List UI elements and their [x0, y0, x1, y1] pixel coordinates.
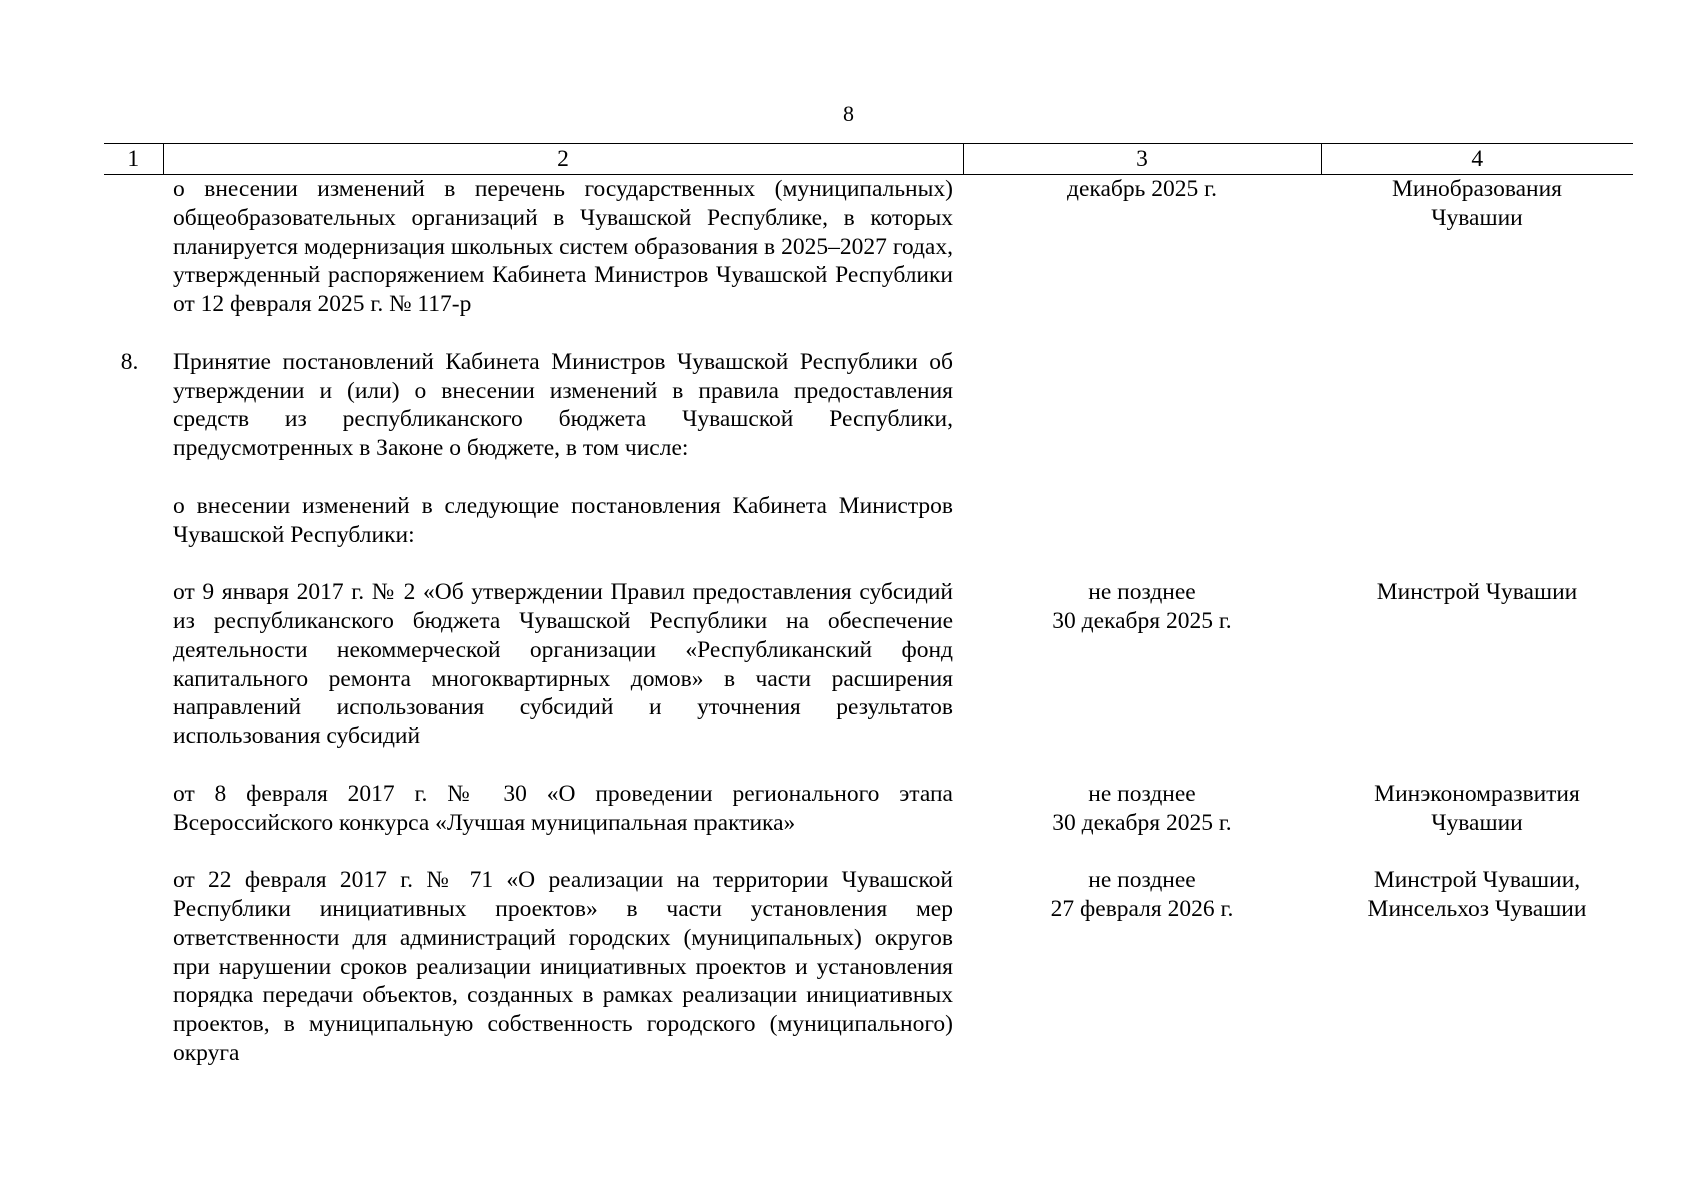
- row-deadline: [963, 175, 1321, 348]
- table-row: [104, 348, 1633, 492]
- column-header-4: 4: [1321, 144, 1633, 175]
- table-row: [104, 866, 1633, 1096]
- row-description: о внесении изменений в перечень государственных (муниципальных) общеобразовательных организаций в Чувашской Республике, в которых планируется модернизация школьных систем образования в 2025–2027 годах, утвержденный распоряжением Кабинета Министров Чувашской Республики от 12 февраля 2025 г. № 117-р: [173, 176, 953, 318]
- deadline-line: не позднее: [1088, 867, 1196, 894]
- row-responsible: [1321, 492, 1633, 578]
- row-responsible: [1321, 348, 1633, 492]
- column-header-2: 2: [163, 144, 963, 175]
- row-description: от 9 января 2017 г. № 2 «Об утверждении Правил предоставления субсидий из республиканского бюджета Чувашской Республики на обеспечение деятельности некоммерческой организации «Республиканский фонд капитального ремонта многоквартирных домов» в части расширения направлений использования субсидий и уточнения результатов использования субсидий: [173, 579, 953, 750]
- row-deadline: [963, 866, 1321, 1096]
- row-number: [104, 175, 163, 348]
- deadline-line: декабрь 2025 г.: [1067, 176, 1217, 202]
- table-row: [104, 780, 1633, 866]
- row-responsible: [1321, 780, 1633, 866]
- responsible-line: Минобразования: [1391, 176, 1562, 202]
- row-number: [104, 866, 163, 1096]
- responsible-line: Чувашии: [1431, 204, 1523, 231]
- row-description: от 8 февраля 2017 г. № 30 «О проведении регионального этапа Всероссийского конкурса «Лучшая муниципальная практика»: [173, 780, 953, 836]
- deadline-line: 27 февраля 2026 г.: [1050, 895, 1234, 922]
- responsible-line: Чувашии: [1431, 809, 1523, 836]
- table-body: [104, 175, 1633, 1097]
- row-deadline: [963, 348, 1321, 492]
- table-row: [104, 175, 1633, 348]
- deadline-line: не позднее: [1088, 780, 1196, 807]
- responsible-line: Минстрой Чувашии: [1376, 579, 1578, 606]
- row-number: [104, 492, 163, 578]
- row-deadline: [963, 780, 1321, 866]
- plan-table: [104, 143, 1633, 1097]
- deadline-line: 30 декабря 2025 г.: [1052, 607, 1232, 634]
- deadline-line: не позднее: [1088, 579, 1196, 606]
- row-responsible: [1321, 866, 1633, 1096]
- responsible-line: Минсельхоз Чувашии: [1367, 895, 1587, 922]
- column-header-1: 1: [104, 144, 163, 175]
- deadline-line: 30 декабря 2025 г.: [1052, 809, 1232, 836]
- row-number: [104, 578, 163, 780]
- column-header-3: 3: [963, 144, 1321, 175]
- page-number: 8: [843, 101, 854, 126]
- row-description: о внесении изменений в следующие постановления Кабинета Министров Чувашской Республики:: [173, 492, 953, 548]
- row-deadline: [963, 492, 1321, 578]
- table-row: [104, 578, 1633, 780]
- row-responsible: [1321, 175, 1633, 348]
- responsible-line: Минстрой Чувашии,: [1373, 867, 1581, 894]
- row-responsible: [1321, 578, 1633, 780]
- row-description: от 22 февраля 2017 г. № 71 «О реализации на территории Чувашской Республики инициативных проектов» в части установления мер ответственности для администраций городских (муниципальных) округов при нарушении сроков реализации инициативных проектов и установления порядка передачи объектов, созданных в рамках реализации инициативных проектов, в муниципальную собственность городского (муниципального) округа: [173, 867, 953, 1066]
- table-row: [104, 492, 1633, 578]
- row-number: 8.: [120, 348, 139, 375]
- responsible-line: Минэкономразвития: [1374, 780, 1580, 807]
- row-number: [104, 780, 163, 866]
- row-deadline: [963, 578, 1321, 780]
- row-description: Принятие постановлений Кабинета Министров Чувашской Республики об утверждении и (или) о внесении изменений в правила предоставления средств из республиканского бюджета Чувашской Республики, предусмотренных в Законе о бюджете, в том числе:: [173, 348, 953, 462]
- table-header: [104, 144, 1633, 175]
